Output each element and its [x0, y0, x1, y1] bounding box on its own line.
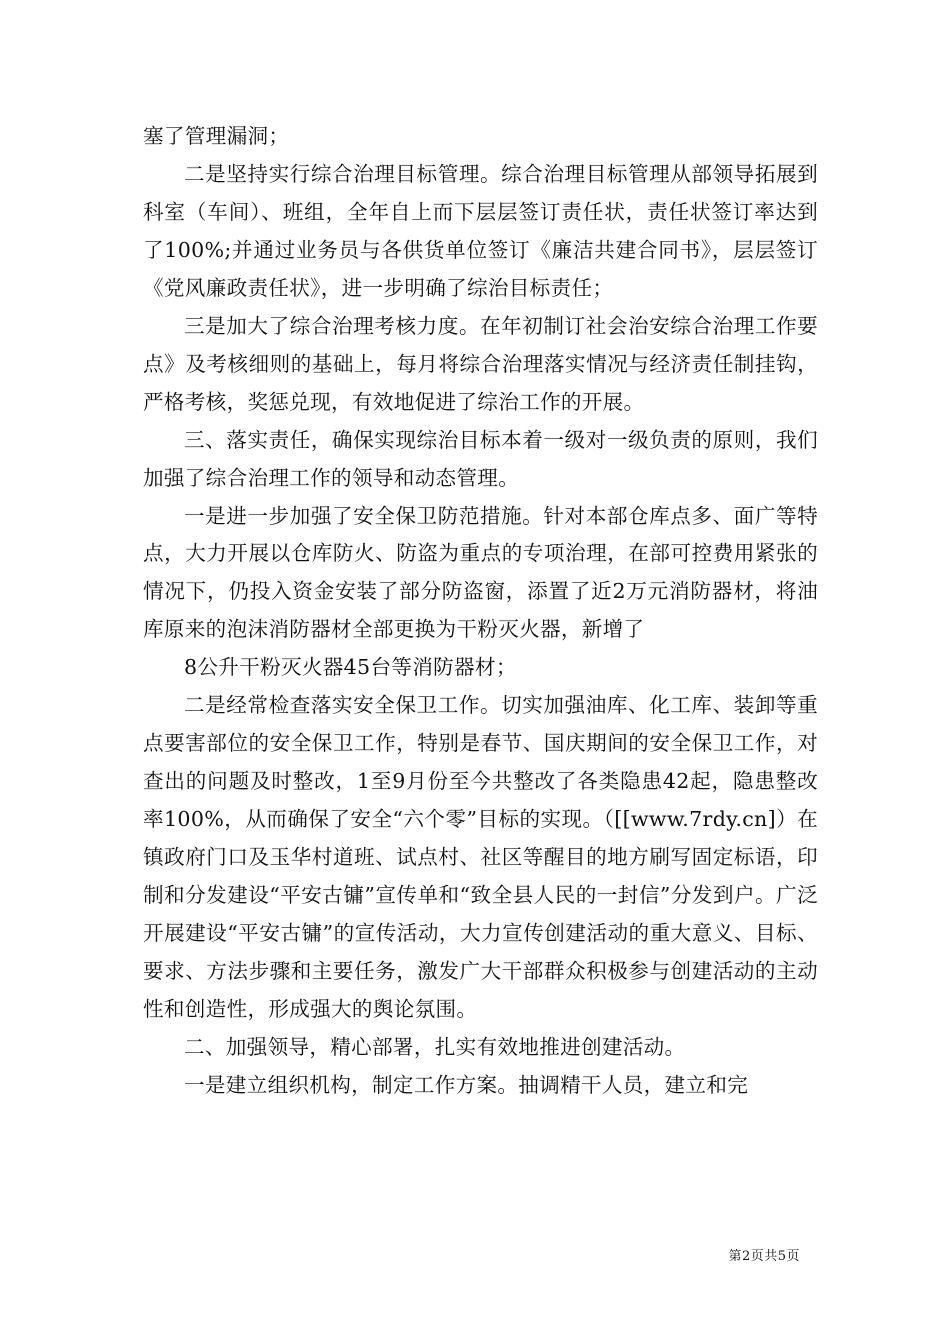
document-body — [143, 118, 818, 1105]
paragraph-5: 一是进一步加强了安全保卫防范措施。针对本部仓库点多、面广等特点，大力开展以仓库防火、防盗为重点的专项治理，在部可控费用紧张的情况下，仍投入资金安装了部分防盗窗，添置了近2万元消防器材，将油库原来的泡沫消防器材全部更换为干粉灭火器，新增了 — [143, 503, 818, 642]
paragraph-1: 塞了管理漏洞； — [143, 124, 290, 148]
paragraph-6: 8公升干粉灭火器45台等消防器材； — [184, 655, 517, 680]
paragraph-8: 二、加强领导，精心部署，扎实有效地推进创建活动。 — [184, 1034, 686, 1059]
paragraph-7: 二是经常检查落实安全保卫工作。切实加强油库、化工库、装卸等重点要害部位的安全保卫工作，特别是春节、国庆期间的安全保卫工作，对查出的问题及时整改，1至9月份至今共整改了各类隐患42起，隐患整改率100%，从而确保了安全“六个零”目标的实现。（[[www.7rdy.cn]）在镇政府门口及玉华村道班、试点村、社区等醒目的地方刷写固定标语，印制和分发建设“平安古镛”宣传单和“致全县人民的一封信”分发到户。广泛开展建设“平安古镛”的宣传活动，大力宣传创建活动的重大意义、目标、要求、方法步骤和主要任务，激发广大干部群众积极参与创建活动的主动性和创造性，形成强大的舆论氛围。 — [143, 693, 818, 1021]
paragraph-4: 三、落实责任，确保实现综治目标本着一级对一级负责的原则，我们加强了综合治理工作的领导和动态管理。 — [143, 427, 818, 490]
paragraph-9: 一是建立组织机构，制定工作方案。抽调精干人员，建立和完 — [184, 1072, 749, 1097]
paragraph-3: 三是加大了综合治理考核力度。在年初制订社会治安综合治理工作要点》及考核细则的基础上，每月将综合治理落实情况与经济责任制挂钩，严格考核，奖惩兑现，有效地促进了综治工作的开展。 — [143, 313, 818, 414]
page-number: 第2页共5页 — [728, 1249, 800, 1264]
paragraph-2: 二是坚持实行综合治理目标管理。综合治理目标管理从部领导拓展到科室（车间）、班组，全年自上而下层层签订责任状，责任状签订率达到了100%;并通过业务员与各供货单位签订《廉洁共建合同书》，层层签订《党风廉政责任状》，进一步明确了综治目标责任； — [143, 161, 818, 300]
